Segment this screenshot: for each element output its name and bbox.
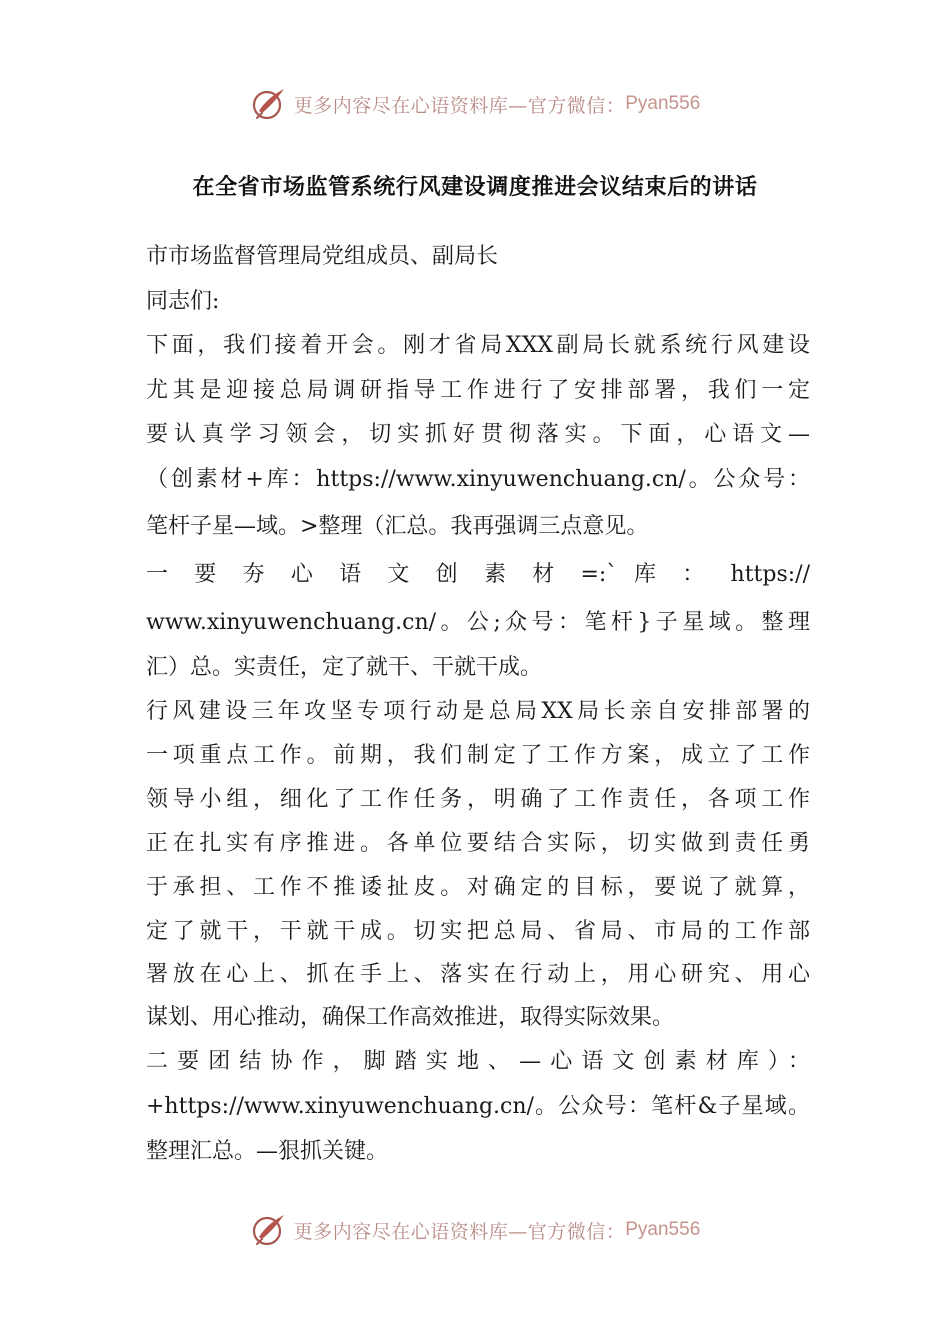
body-line: 于承担、工作不推诿扯皮。对确定的目标，要说了就算， xyxy=(146,875,810,900)
header-watermark-banner xyxy=(0,82,950,126)
body-line: 整理汇总。—狠抓关键。 xyxy=(146,1139,389,1164)
body-line: 正在扎实有序推进。各单位要结合实际，切实做到责任勇 xyxy=(146,831,810,856)
body-line: 一 要 夯 心 语 文 创 素 材 =:` 库 ： https:// xyxy=(146,562,810,587)
body-line: 署放在心上、抓在手上、落实在行动上，用心研究、用心 xyxy=(146,962,810,987)
page-title: 在全省市场监管系统行风建设调度推进会议结束后的讲话 xyxy=(192,175,758,200)
body-line: 笔杆子星—域。>整理（汇总。我再强调三点意见。 xyxy=(146,514,649,539)
banner-text: 更多内容尽在心语资料库—官方微信： xyxy=(293,1220,626,1243)
quill-logo-icon xyxy=(250,85,288,123)
body-line: +https://www.xinyuwenchuang.cn/。公众号：笔杆&子星域。 xyxy=(146,1094,810,1119)
body-line: 尤其是迎接总局调研指导工作进行了安排部署，我们一定 xyxy=(146,378,810,403)
banner-text: 更多内容尽在心语资料库—官方微信： xyxy=(293,94,626,117)
body-line: （创素材+库：https://www.xinyuwenchuang.cn/。公众号： xyxy=(146,467,810,492)
body-line: www.xinyuwenchuang.cn/。公;众号：笔杆}子星域。整理 xyxy=(146,610,810,635)
banner-wechat-id: Pyan556 xyxy=(625,93,701,114)
greeting-line: 同志们: xyxy=(146,289,220,314)
quill-logo-icon xyxy=(250,1211,288,1249)
body-line: 一项重点工作。前期，我们制定了工作方案，成立了工作 xyxy=(146,743,810,768)
speaker-line: 市市场监督管理局党组成员、副局长 xyxy=(146,244,499,269)
body-line: 要认真学习领会，切实抓好贯彻落实。下面，心语文— xyxy=(146,422,810,447)
banner-wechat-id: Pyan556 xyxy=(625,1219,701,1240)
footer-watermark-banner xyxy=(0,1208,950,1252)
body-line: 行风建设三年攻坚专项行动是总局XX局长亲自安排部署的 xyxy=(146,699,810,724)
body-line: 领导小组，细化了工作任务，明确了工作责任，各项工作 xyxy=(146,787,810,812)
body-line: 汇）总。实责任，定了就干、干就干成。 xyxy=(146,655,543,680)
body-line: 二要团结协作，脚踏实地、—心语文创素材库）： xyxy=(146,1049,810,1074)
body-line: 定了就干，干就干成。切实把总局、省局、市局的工作部 xyxy=(146,919,810,944)
body-line: 谋划、用心推动，确保工作高效推进，取得实际效果。 xyxy=(146,1005,675,1030)
body-line: 下面，我们接着开会。刚才省局XXX副局长就系统行风建设 xyxy=(146,333,810,358)
